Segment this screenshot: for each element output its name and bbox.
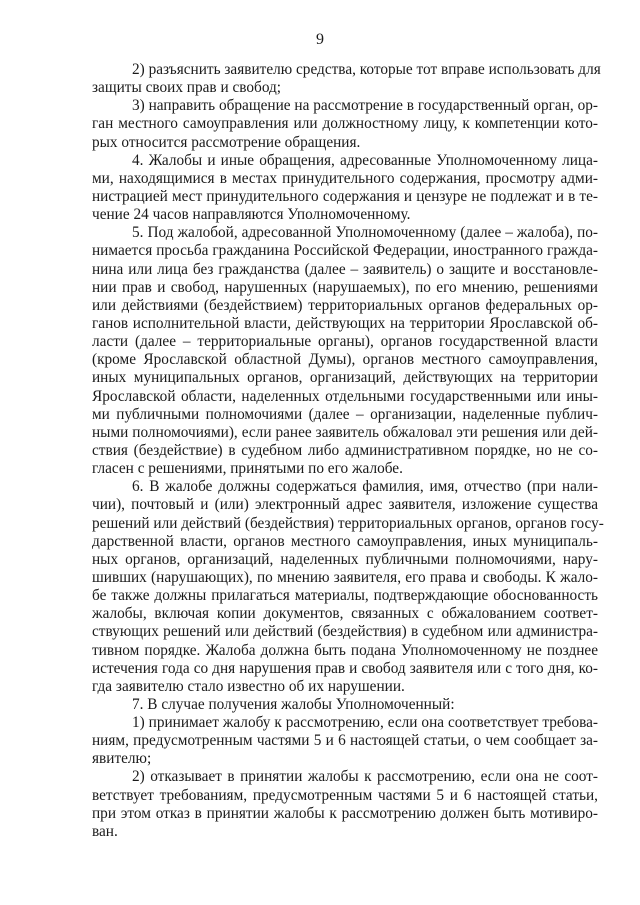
- paragraph-para-4: [92, 152, 598, 225]
- paragraph-para-5: [92, 224, 598, 478]
- text-line: 3) направить обращение на рассмотрение в государственный орган, ор-: [132, 97, 598, 115]
- paragraph-item-7-1: [92, 714, 598, 768]
- text-line: 1) принимает жалобу к рассмотрению, если она соответствует требова-: [132, 714, 598, 732]
- text-line: ласти (далее – территориальные органы), органов государственной власти: [92, 333, 598, 351]
- text-line: решений или действий (бездействия) территориальных органов, органов госу-: [92, 514, 604, 532]
- text-line: 6. В жалобе должны содержаться фамилия, имя, отчество (при нали-: [132, 478, 598, 496]
- paragraph-item-3: [92, 97, 598, 151]
- text-line: нимается просьба гражданина Российской Федерации, иностранного гражда-: [92, 242, 598, 260]
- text-line: ганов исполнительной власти, действующих на территории Ярославской об-: [92, 314, 598, 332]
- text-line: 4. Жалобы и иные обращения, адресованные Уполномоченному лица-: [132, 151, 598, 169]
- text-line: 2) отказывает в принятии жалобы к рассмотрению, если она не соот-: [132, 768, 598, 786]
- document-body: [92, 61, 604, 841]
- text-line: гда заявителю стало известно об их нарушении.: [92, 677, 405, 695]
- text-line: ми публичными полномочиями (далее – организации, наделенные публич-: [92, 405, 598, 423]
- text-line: чение 24 часов направляются Уполномоченному.: [92, 206, 411, 224]
- text-line: ствующих решений или действий (бездействия) в судебном или администра-: [92, 623, 598, 641]
- text-line: бе также должны прилагаться материалы, подтверждающие обоснованность: [92, 587, 598, 605]
- text-line: ными полномочиями), если ранее заявитель обжаловал эти решения или дей-: [92, 423, 598, 441]
- text-line: ван.: [92, 822, 118, 840]
- paragraph-para-7: [92, 696, 598, 714]
- text-line: 5. Под жалобой, адресованной Уполномоченному (далее – жалоба), по-: [132, 224, 598, 242]
- text-line: Ярославской области, наделенных отдельными государственными или ины-: [92, 387, 598, 405]
- text-line: ган местного самоуправления или должностному лицу, к компетенции кото-: [92, 115, 598, 133]
- text-line: жалобы, включая копии документов, связанных с обжалованием соответ-: [92, 605, 598, 623]
- text-line: ствия (бездействие) в судебном либо административном порядке, но не со-: [92, 441, 598, 459]
- text-line: ниям, предусмотренным частями 5 и 6 настоящей статьи, о чем сообщает за-: [92, 732, 598, 750]
- text-line: тивном порядке. Жалоба должна быть подана Уполномоченному не позднее: [92, 641, 598, 659]
- text-line: или действиями (бездействием) территориальных органов федеральных ор-: [92, 296, 598, 314]
- text-line: ми, находящимися в местах принудительного содержания, просмотру адми-: [92, 169, 598, 187]
- text-line: ных органов, организаций, наделенных публичными полномочиями, нару-: [92, 550, 598, 568]
- text-line: нистрацией мест принудительного содержания и цензуре не подлежат и в те-: [92, 187, 598, 205]
- text-line: явителю;: [92, 750, 152, 768]
- text-line: нии прав и свобод, нарушенных (нарушаемых), по его мнению, решениями: [92, 278, 598, 296]
- paragraph-para-6: [92, 478, 604, 696]
- page-number: 9: [316, 31, 324, 48]
- paragraph-item-7-2: [92, 768, 598, 841]
- text-line: нина или лица без гражданства (далее – заявитель) о защите и восстановле-: [92, 260, 598, 278]
- text-line: истечения года со дня нарушения прав и свобод заявителя или с того дня, ко-: [92, 659, 598, 677]
- text-line: чии), почтовый и (или) электронный адрес заявителя, изложение существа: [92, 496, 598, 514]
- text-line: защиты своих прав и свобод;: [92, 79, 282, 97]
- text-line: рых относится рассмотрение обращения.: [92, 133, 361, 151]
- text-line: 7. В случае получения жалобы Уполномоченный:: [132, 695, 455, 713]
- text-line: (кроме Ярославской областной Думы), органов местного самоуправления,: [92, 351, 598, 369]
- text-line: иных муниципальных органов, организаций, действующих на территории: [92, 369, 598, 387]
- text-line: 2) разъяснить заявителю средства, которые тот вправе использовать для: [132, 61, 601, 78]
- paragraph-item-2: [92, 61, 601, 97]
- text-line: шивших (нарушающих), по мнению заявителя, его права и свободы. К жало-: [92, 568, 598, 586]
- text-line: ветствует требованиям, предусмотренным частями 5 и 6 настоящей статьи,: [92, 786, 598, 804]
- text-line: при этом отказ в принятии жалобы к рассмотрению должен быть мотивиро-: [92, 804, 598, 822]
- text-line: дарственной власти, органов местного самоуправления, иных муниципаль-: [92, 532, 598, 550]
- text-line: гласен с решениями, принятыми по его жалобе.: [92, 460, 403, 478]
